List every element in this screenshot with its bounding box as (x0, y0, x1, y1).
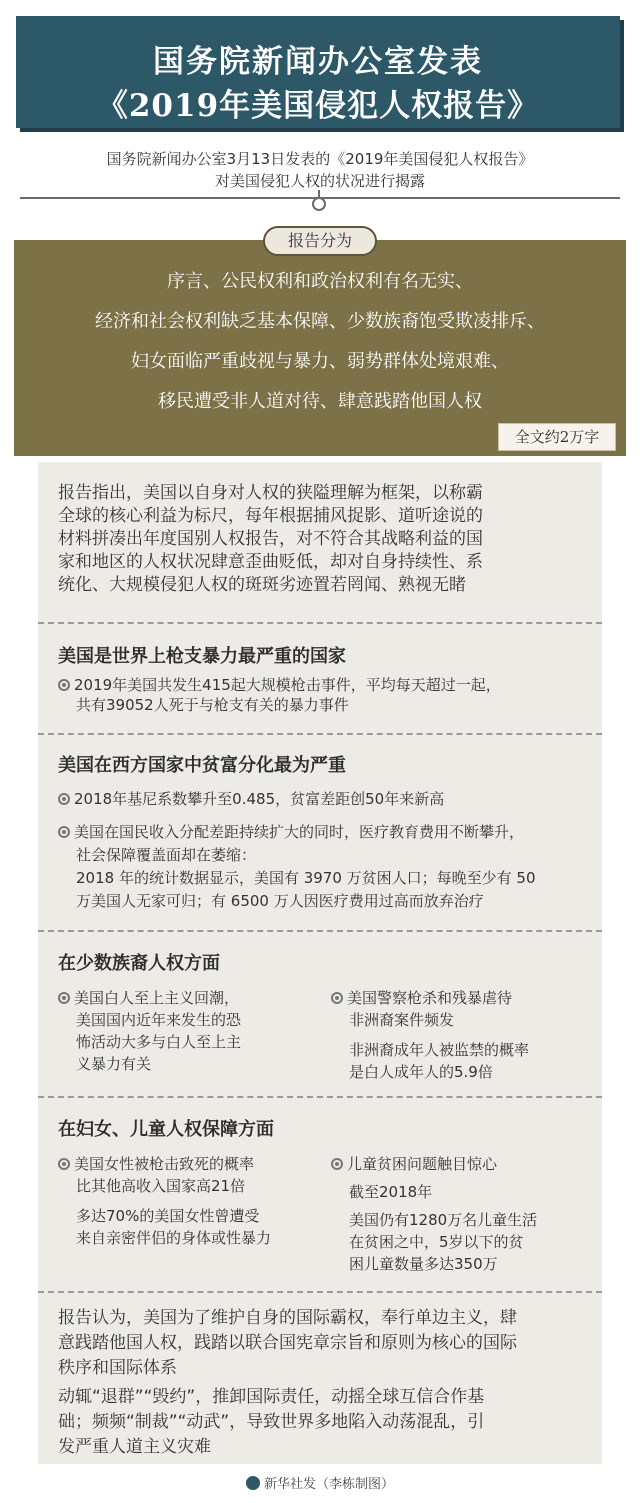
bullet-icon (58, 826, 70, 838)
minority-left-line: 美国白人至上主义回潮， (74, 989, 240, 1007)
title-banner (16, 16, 620, 128)
women-left-detail: 多达70%的美国女性曾遭受 (76, 1207, 260, 1225)
sections-label: 报告分为 (263, 226, 377, 256)
bullet-icon (58, 1158, 70, 1170)
summary-line: 全球的核心利益为标尺，每年根据捕风捉影、道听途说的 (58, 506, 483, 526)
wealth-detail-line: 2018 年的统计数据显示，美国有 3970 万贫困人口；每晚至少有 50 (76, 869, 536, 887)
conclusion-p1 (58, 1306, 593, 1381)
conclusion-line: 发严重人道主义灾难 (58, 1437, 211, 1457)
minority-left-line: 怖活动大多与白人至上主 (76, 1033, 242, 1051)
wealth-detail (76, 867, 600, 913)
gun-line: 2019年美国共发生415起大规模枪击事件，平均每天超过一起， (74, 676, 501, 694)
sections-line: 妇女面临严重歧视与暴力、弱势群体处境艰难、 (131, 351, 509, 372)
bullet-icon (331, 1158, 343, 1170)
conclusion-line: 秩序和国际体系 (58, 1358, 177, 1378)
conclusion-line: 报告认为，美国为了维护自身的国际霸权，奉行单边主义，肆 (58, 1308, 517, 1328)
gun-heading: 美国是世界上枪支暴力最严重的国家 (58, 646, 346, 667)
children-detail: 困儿童数量多达350万 (349, 1255, 498, 1273)
wealth-bullet-2 (58, 822, 603, 865)
minority-right-detail: 非洲裔成年人被监禁的概率 (349, 1041, 530, 1059)
bullet-icon (331, 992, 343, 1004)
conclusion-line: 础；频频“制裁”“动武”，导致世界多地陷入动荡混乱，引 (58, 1412, 485, 1432)
gun-bullet (58, 675, 593, 715)
wealth-detail-line: 万美国人无家可归；有 6500 万人因医疗费用过高而放弃治疗 (76, 892, 484, 910)
wealth-bullet-1 (58, 789, 598, 809)
intro-line-2: 对美国侵犯人权的状况进行揭露 (214, 172, 425, 190)
wealth-b2-line: 社会保障覆盖面却在萎缩： (76, 846, 257, 864)
women-left-line: 比其他高收入国家高21倍 (76, 1177, 246, 1195)
children-detail: 在贫困之中，5岁以下的贫 (349, 1233, 524, 1251)
divider-pin-icon (312, 197, 326, 211)
minority-right-line: 美国警察枪杀和残暴虐待 (347, 989, 513, 1007)
summary-line: 统化、大规模侵犯人权的斑斑劣迹置若罔闻、熟视无睹 (58, 575, 466, 595)
summary-line: 材料拼凑出年度国别人权报告，对不符合其战略利益的国 (58, 529, 483, 549)
sections-line: 移民遭受非人道对待、肆意践踏他国人权 (158, 391, 482, 412)
women-heading: 在妇女、儿童人权保障方面 (58, 1119, 274, 1140)
minority-left-line: 美国国内近年来发生的恐 (76, 1011, 242, 1029)
title-line-1: 国务院新闻办公室发表 (153, 44, 483, 80)
summary-line: 报告指出，美国以自身对人权的狭隘理解为框架，以称霸 (58, 483, 483, 503)
wealth-heading: 美国在西方国家中贫富分化最为严重 (58, 755, 346, 776)
women-right (331, 1153, 593, 1275)
bullet-icon (58, 992, 70, 1004)
dashed-divider (38, 930, 602, 932)
children-detail: 美国仍有1280万名儿童生活 (349, 1211, 538, 1229)
dashed-divider (38, 733, 602, 735)
xinhua-logo-icon (246, 1476, 260, 1490)
intro-line-1: 国务院新闻办公室3月13日发表的《2019年美国侵犯人权报告》 (106, 150, 534, 168)
word-count-tag: 全文约2万字 (498, 423, 616, 451)
title-line-2: 《2019年美国侵犯人权报告》 (96, 88, 540, 124)
dashed-divider (38, 1291, 602, 1293)
women-left-line: 美国女性被枪击致死的概率 (74, 1155, 255, 1173)
sections-line: 经济和社会权利缺乏基本保障、少数族裔饱受欺凌排斥、 (95, 311, 545, 332)
gun-line: 共有39052人死于与枪支有关的暴力事件 (76, 696, 349, 714)
conclusion-line: 意践踏他国人权，践踏以联合国宪章宗旨和原则为核心的国际 (58, 1333, 517, 1353)
dashed-divider (38, 1096, 602, 1098)
intro-text (0, 148, 640, 192)
children-date: 截至2018年 (349, 1183, 433, 1201)
minority-heading: 在少数族裔人权方面 (58, 953, 220, 974)
bullet-icon (58, 679, 70, 691)
sections-line: 序言、公民权利和政治权利有名无实、 (167, 271, 473, 292)
summary-line: 家和地区的人权状况肆意歪曲贬低，却对自身持续性、系 (58, 552, 483, 572)
women-left-detail: 来自亲密伴侣的身体或性暴力 (76, 1229, 272, 1247)
women-left (58, 1153, 313, 1249)
minority-left (58, 987, 308, 1075)
conclusion-p2 (58, 1385, 593, 1460)
wealth-b1-text: 2018年基尼系数攀升至0.485，贫富差距创50年来新高 (74, 790, 445, 808)
minority-right (331, 987, 593, 1083)
minority-right-line: 非洲裔案件频发 (349, 1011, 455, 1029)
summary-paragraph (58, 482, 588, 597)
sections-list (0, 262, 640, 422)
dashed-divider (38, 622, 602, 624)
minority-right-detail: 是白人成年人的5.9倍 (349, 1063, 493, 1081)
wealth-b2-line: 美国在国民收入分配差距持续扩大的同时，医疗教育费用不断攀升， (74, 823, 525, 841)
minority-left-line: 义暴力有关 (76, 1055, 152, 1073)
bullet-icon (58, 793, 70, 805)
footer-text: 新华社发（李栋制图） (263, 1477, 394, 1492)
conclusion-line: 动辄“退群”“毁约”，推卸国际责任，动摇全球互信合作基 (58, 1387, 485, 1407)
footer-credit (0, 1473, 640, 1492)
children-title: 儿童贫困问题触目惊心 (347, 1155, 498, 1173)
